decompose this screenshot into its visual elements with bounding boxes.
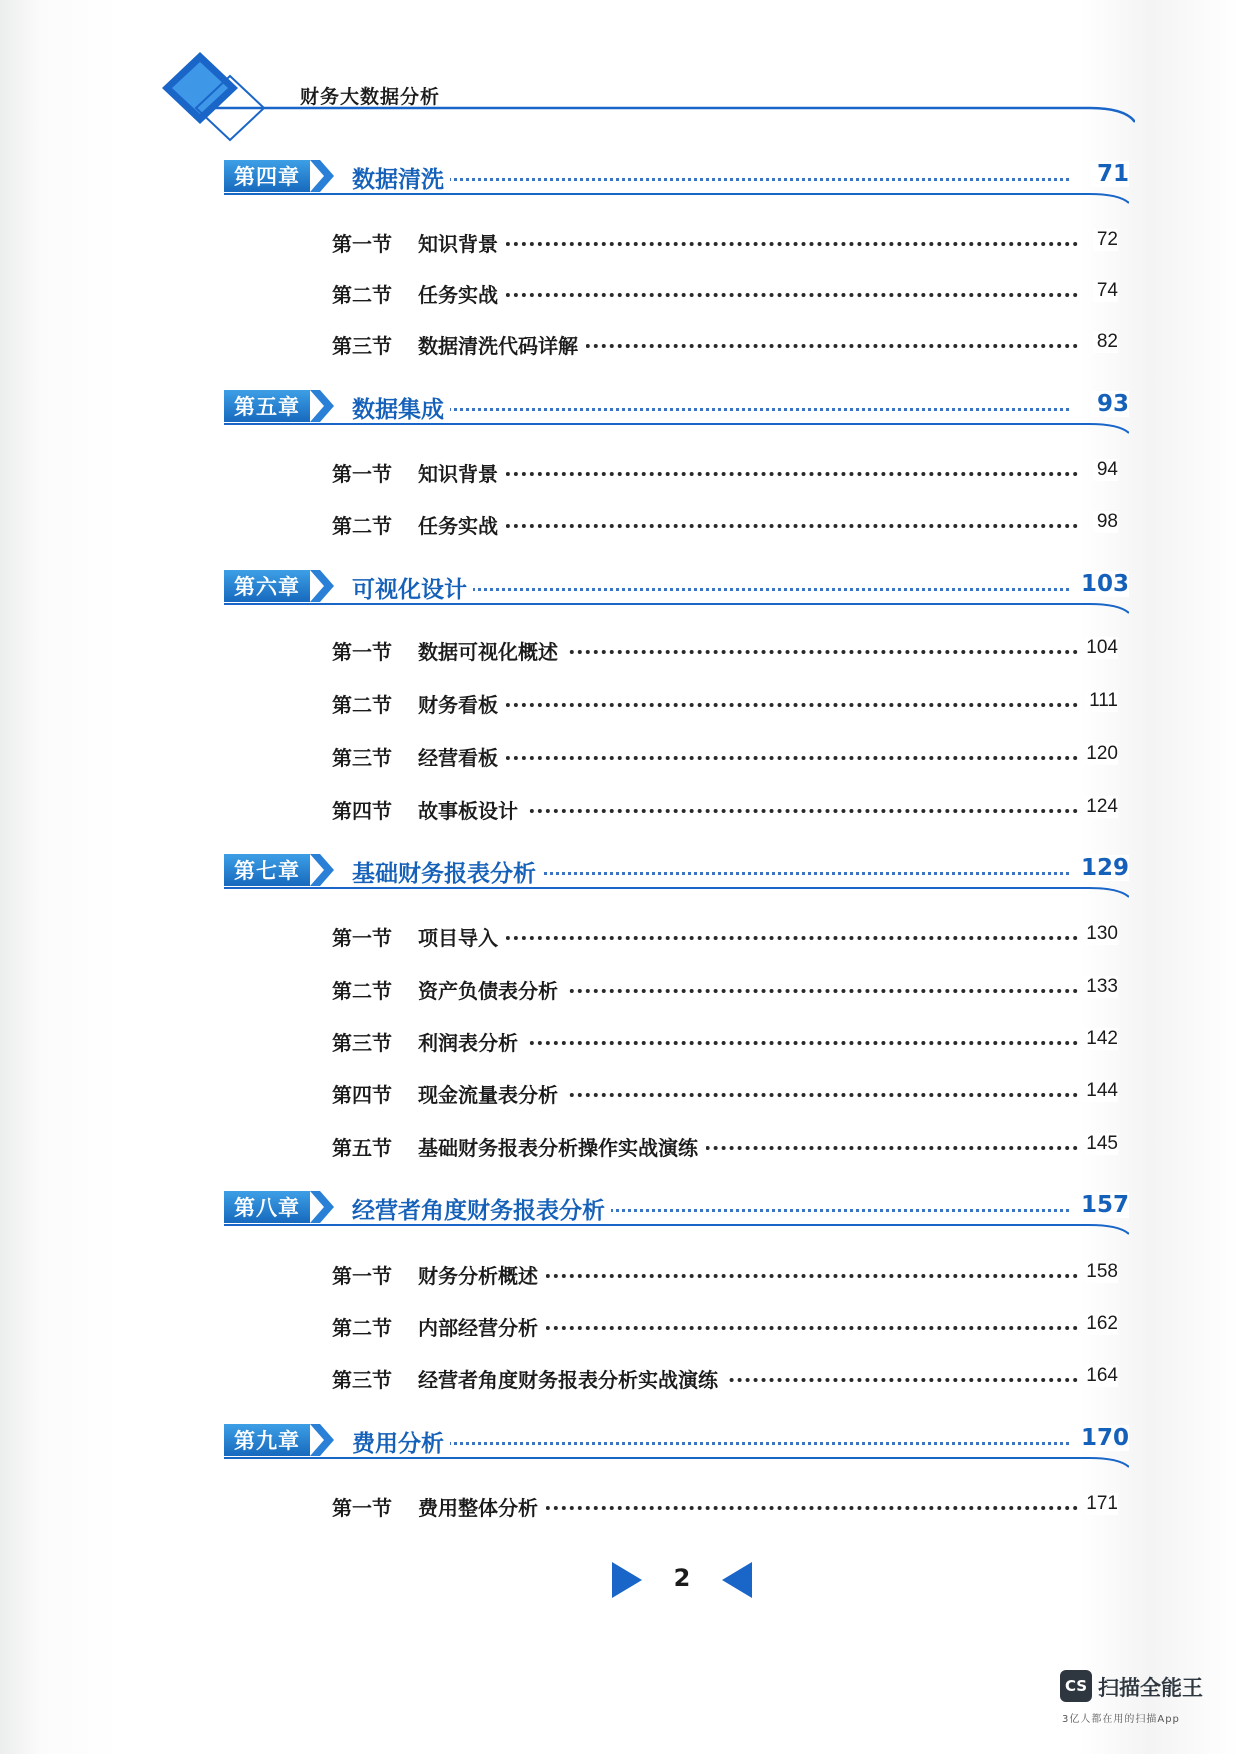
book-title: 财务大数据分析 <box>300 86 441 108</box>
section-number: 第四节 <box>332 1083 392 1107</box>
chapter-page: 103 <box>1075 571 1129 597</box>
section-number: 第二节 <box>332 979 392 1003</box>
chevron-right-icon <box>310 1191 338 1223</box>
section-page: 72 <box>1093 229 1118 251</box>
section-title: 经营者角度财务报表分析实战演练 <box>418 1364 726 1393</box>
chapter-rule <box>224 420 1129 434</box>
section-number: 第二节 <box>332 1316 392 1340</box>
section-title: 知识背景 <box>418 458 506 487</box>
section-number: 第一节 <box>332 640 392 664</box>
chapter-page: 170 <box>1075 1425 1129 1451</box>
chevron-right-icon <box>310 570 338 602</box>
section-title: 数据清洗代码详解 <box>418 330 586 359</box>
section-title: 财务看板 <box>418 689 506 718</box>
chapter-page: 93 <box>1091 391 1129 417</box>
section-title: 费用整体分析 <box>418 1492 546 1521</box>
section-title: 基础财务报表分析操作实战演练 <box>418 1132 706 1161</box>
chapter-5-row[interactable] <box>224 386 1129 432</box>
section-number: 第一节 <box>332 1264 392 1288</box>
triangle-left-icon <box>722 1562 752 1598</box>
chapter-title: 基础财务报表分析 <box>352 855 542 888</box>
chapter-rule <box>224 600 1129 614</box>
section-number: 第二节 <box>332 514 392 538</box>
section-page: 142 <box>1082 1028 1118 1050</box>
section-number: 第三节 <box>332 334 392 358</box>
chapter-6-row[interactable] <box>224 566 1129 612</box>
section-row[interactable] <box>332 1025 1118 1055</box>
section-page: 171 <box>1082 1493 1118 1515</box>
dot-leader <box>352 408 1069 411</box>
section-row[interactable] <box>332 328 1118 358</box>
section-number: 第一节 <box>332 232 392 256</box>
chapter-badge: 第九章 <box>224 1424 310 1456</box>
section-row[interactable] <box>332 740 1118 770</box>
section-page: 144 <box>1082 1080 1118 1102</box>
section-number: 第五节 <box>332 1136 392 1160</box>
section-page: 82 <box>1093 331 1118 353</box>
section-title: 经营看板 <box>418 742 506 771</box>
section-row[interactable] <box>332 1490 1118 1520</box>
section-row[interactable] <box>332 1310 1118 1340</box>
section-page: 111 <box>1085 690 1118 712</box>
watermark-title: 扫描全能王 <box>1098 1676 1203 1700</box>
chapter-9-row[interactable] <box>224 1420 1129 1466</box>
chapter-badge: 第四章 <box>224 160 310 192</box>
section-row[interactable] <box>332 1077 1118 1107</box>
chapter-badge: 第五章 <box>224 390 310 422</box>
section-page: 74 <box>1093 280 1118 302</box>
section-row[interactable] <box>332 634 1118 664</box>
section-number: 第三节 <box>332 1031 392 1055</box>
dot-leader <box>418 524 1078 528</box>
dot-leader <box>418 242 1078 246</box>
section-page: 124 <box>1082 796 1118 818</box>
section-number: 第三节 <box>332 1368 392 1392</box>
section-page: 98 <box>1093 511 1118 533</box>
chapter-title: 经营者角度财务报表分析 <box>352 1192 611 1225</box>
section-title: 故事板设计 <box>418 795 526 824</box>
section-title: 数据可视化概述 <box>418 636 566 665</box>
chapter-4-row[interactable] <box>224 156 1129 202</box>
section-row[interactable] <box>332 1130 1118 1160</box>
section-row[interactable] <box>332 1258 1118 1288</box>
section-title: 任务实战 <box>418 510 506 539</box>
section-title: 任务实战 <box>418 279 506 308</box>
section-title: 财务分析概述 <box>418 1260 546 1289</box>
section-number: 第一节 <box>332 1496 392 1520</box>
page-number: 2 <box>673 1564 691 1592</box>
chapter-badge: 第七章 <box>224 854 310 886</box>
section-title: 现金流量表分析 <box>418 1079 566 1108</box>
section-page: 104 <box>1082 637 1118 659</box>
section-page: 120 <box>1082 743 1118 765</box>
dot-leader <box>418 756 1078 760</box>
dot-leader <box>418 293 1078 297</box>
dot-leader <box>418 472 1078 476</box>
chapter-badge: 第八章 <box>224 1191 310 1223</box>
chapter-7-row[interactable] <box>224 850 1129 896</box>
section-number: 第四节 <box>332 799 392 823</box>
section-page: 158 <box>1082 1261 1118 1283</box>
chapter-page: 157 <box>1075 1192 1129 1218</box>
section-row[interactable] <box>332 1362 1118 1392</box>
chevron-right-icon <box>310 854 338 886</box>
chapter-title: 数据清洗 <box>352 161 450 194</box>
section-row[interactable] <box>332 793 1118 823</box>
chapter-8-row[interactable] <box>224 1187 1129 1233</box>
chapter-rule <box>224 1221 1129 1235</box>
section-page: 133 <box>1082 976 1118 998</box>
chapter-title: 可视化设计 <box>352 571 473 604</box>
chapter-rule <box>224 190 1129 204</box>
section-row[interactable] <box>332 687 1118 717</box>
section-title: 利润表分析 <box>418 1027 526 1056</box>
dot-leader <box>418 936 1078 940</box>
section-page: 145 <box>1082 1133 1118 1155</box>
camscanner-logo-icon: CS <box>1060 1670 1092 1702</box>
chapter-page: 129 <box>1075 855 1129 881</box>
header-rule <box>210 100 1135 130</box>
section-page: 162 <box>1082 1313 1118 1335</box>
chevron-right-icon <box>310 160 338 192</box>
section-title: 知识背景 <box>418 228 506 257</box>
section-title: 内部经营分析 <box>418 1312 546 1341</box>
section-row[interactable] <box>332 226 1118 256</box>
dot-leader <box>418 703 1078 707</box>
dot-leader <box>352 178 1069 181</box>
chapter-badge: 第六章 <box>224 570 310 602</box>
section-title: 资产负债表分析 <box>418 975 566 1004</box>
chapter-page: 71 <box>1091 161 1129 187</box>
section-number: 第二节 <box>332 693 392 717</box>
section-page: 130 <box>1082 923 1118 945</box>
chapter-title: 费用分析 <box>352 1425 450 1458</box>
chevron-right-icon <box>310 1424 338 1456</box>
section-row[interactable] <box>332 920 1118 950</box>
scanner-watermark <box>1060 1668 1235 1734</box>
chapter-rule <box>224 1454 1129 1468</box>
dot-leader <box>352 1442 1069 1445</box>
chevron-right-icon <box>310 390 338 422</box>
section-number: 第二节 <box>332 283 392 307</box>
chapter-rule <box>224 884 1129 898</box>
section-row[interactable] <box>332 508 1118 538</box>
section-number: 第一节 <box>332 462 392 486</box>
watermark-subtitle: 3亿人都在用的扫描App <box>1062 1714 1180 1725</box>
section-row[interactable] <box>332 277 1118 307</box>
section-page: 164 <box>1082 1365 1118 1387</box>
section-number: 第一节 <box>332 926 392 950</box>
page-number-footer <box>612 1558 752 1602</box>
section-row[interactable] <box>332 973 1118 1003</box>
section-number: 第三节 <box>332 746 392 770</box>
section-title: 项目导入 <box>418 922 506 951</box>
chapter-title: 数据集成 <box>352 391 450 424</box>
section-row[interactable] <box>332 456 1118 486</box>
section-page: 94 <box>1093 459 1118 481</box>
